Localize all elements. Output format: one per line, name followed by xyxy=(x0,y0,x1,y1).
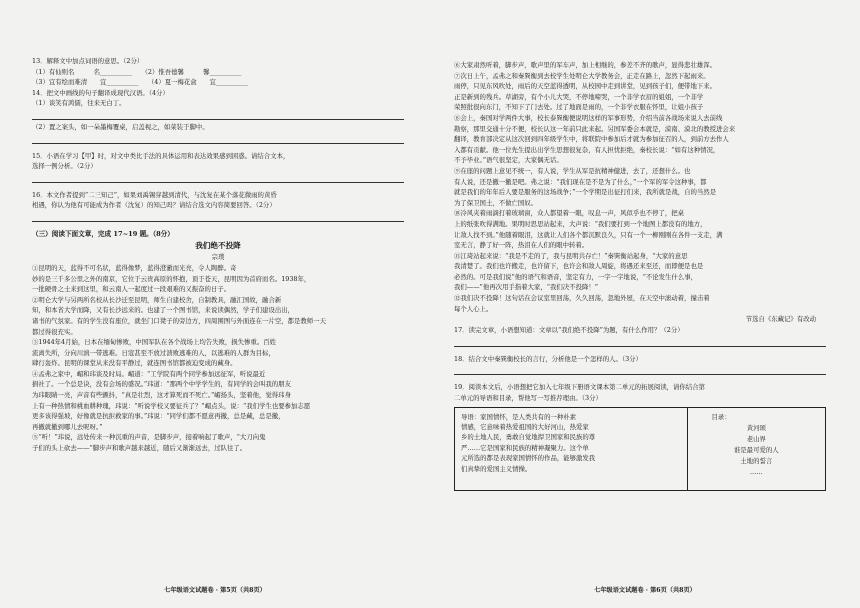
article-paragraph-line: 子们的头上砍去——”脚步声和歌声越来越近，随后又渐渐远去，过队往了。 xyxy=(32,444,247,453)
article-paragraph-line: 再撤就撤到哪儿去呢呀。” xyxy=(32,422,103,431)
article-paragraph-line: 上有一种热情和桃血耕种瑰，玮说：“听说学校又要征兵了？”嵋点头，说：“我们学生也要参加志愿 xyxy=(32,401,311,410)
article-paragraph-line: 勘察，那里交通十分不便，校长认这一年前只此来起。另国军委会本就是，漠南、漠北的教授进会来 xyxy=(454,124,736,133)
answer-line[interactable] xyxy=(32,133,404,144)
unit-guide-text xyxy=(455,408,688,490)
article-paragraph-line: 不予毕业。”语气很坚定，大家偶无话。 xyxy=(454,156,563,165)
answer-line[interactable] xyxy=(32,109,404,120)
article-paragraph-line: 让敌人找不到。”他随着眼泪，这就让人们各个都沉默良久，只有一个一柳刚刚在各件一支走，满 xyxy=(454,230,723,239)
article-body-continued xyxy=(454,60,826,314)
article-paragraph-line: ④孟弗之家中，嵋和玮谈及时局。嵋道：“工学院有两个同学参加远征军，听说最近 xyxy=(32,369,266,378)
article-paragraph-line: 有人说，还是撤一撤是吧。弗之说：“我们现在是不是为了什么，”一个军的军令这种事，都 xyxy=(454,177,707,186)
q15-line: 15．小语在学习【甲】时，对文中类比手法的具体运用和表达效果感到困惑。请结合文本， xyxy=(32,151,290,160)
q14-item: （2）置之案头，如一朵墨梅覆桌，启盖视之，如菜装于脚中。 xyxy=(32,122,209,131)
article-paragraph-line: 流离失所，分向川滇一带逃难。日寇甚至不放过溃败逃难的人，以逃难的人群为目标， xyxy=(32,348,275,357)
article-paragraph-line: 肆行轰炸。昆明的课堂从来没有平静过，就连图书馆都被迫变成的藏身。 xyxy=(32,359,237,368)
article-source: 节选自《东藏记》有改动 xyxy=(745,315,816,324)
article-paragraph-line: 我们——”他再次用手指着大家，“我们决不投降！” xyxy=(454,283,599,292)
guide-line: 元所选的都是表现家国情怀的作品，能够激发我 xyxy=(461,454,596,463)
article-paragraph-line: 就是我们的年年后人要是服务的这场战争；”一个学期是出征打们来，我所就是战，自的当然是 xyxy=(454,188,717,197)
guide-line: 导语：家国情怀，是人类共有的一种朴素 xyxy=(461,412,577,421)
article-title: 我们绝不投降 xyxy=(195,240,241,250)
article-paragraph-line: 入都有贡献。他一位先生提出出学生思想很复杂，有人担忧拒绝，秦校长说：“如有这种情况， xyxy=(454,145,720,154)
article-paragraph-line: 雨停，只见东风吹处，雨后的天空蓝得透明，从校园中走到讲堂，见到孩子们，便带地下来。 xyxy=(454,82,717,91)
answer-line[interactable] xyxy=(32,211,404,222)
q13-stem: 13．解释文中加点词语的意思。（2分） xyxy=(32,57,144,65)
q15-line: 选择一例分析。（2分） xyxy=(32,162,97,171)
exam-page-6 xyxy=(430,0,860,608)
article-paragraph-line: ⑩冷风夹着雨滴打着玻璃窗，众人都望着一眼，叹息一声，风似乎也不停了，把桌 xyxy=(454,209,685,218)
article-paragraph-line: 室无言，静了好一阵，热泪在人们的眼中转着。 xyxy=(454,241,589,250)
article-paragraph-line: 必然的。可是我们说”他的语气和语音，坚定有力，一字一字地说，“不论发生什么事， xyxy=(454,272,697,281)
article-paragraph-line: 一批硬骨之士来到这里，和云南人一起度过一段艰难的又振奋的日子。 xyxy=(32,285,231,294)
article-paragraph-line: 为玮眼睛一亮，声音有些颤抖，“真是壮烈，这才算死而不死亡。”嵋扬头，坚着他，觉得玮身 xyxy=(32,391,291,400)
guide-line: 们真挚的爱国主义情操。 xyxy=(461,464,532,473)
q17-stem: 17．读完文章，小语想知道：文章以“我们绝不投降”为题，有什么作用？（2分） xyxy=(454,326,684,335)
article-paragraph-line: 都过得很充实。 xyxy=(32,327,77,336)
article-paragraph-line: ⑪江琦站起来说：“我是不走的了，我与昆明共存亡！”秦巽衡站起身，“大家的意思 xyxy=(454,251,688,260)
article-paragraph-line: ⑥大家肃然听着，脚步声，歌声里的军车声，加上相继的，参差不齐的歌声，显得悲壮雄浑。 xyxy=(454,61,717,69)
q14-item: （1）谈笑有鸿儒，往来无白丁。 xyxy=(32,99,126,108)
guide-line: 严……它是国家和民族的精神凝聚力。这个单 xyxy=(461,443,589,452)
q13-item: （1）有仙则名 名__________ （2）惟吾德馨 馨__________ xyxy=(32,67,242,76)
article-paragraph-line: 捐社了。一个总是诀，没有会场的盛况。”玮道：“那两个中学学生的，有同学的会叫我的朋友 xyxy=(32,380,291,389)
article-paragraph-line: 翻译，教育部决定从这次回到四年级学生中，将联院中参加后才就为参加征召的人，到前方去作人 xyxy=(454,135,729,144)
toc-item: 黄河颂 xyxy=(746,423,766,432)
q19-line: 二单元的导语和目录，帮他写一写推荐理由。（3分） xyxy=(454,394,602,403)
article-paragraph-line: 更多该得强坡，好像就是抗拒救家的事。”玮说：“同学们都不愿意再撤，总是藏，总是撤， xyxy=(32,412,285,421)
article-paragraph-line: 诸书的气氛家。有的学生没有座位，就坐门口凳子的旁边方，四周围图与外面连在一片空，都是教师一天 xyxy=(32,316,326,325)
article-paragraph-line: ①昆明的天，蓝得不可名状，蓝得像梦，蓝得澄澈而光亮，令人陶醉。奇 xyxy=(32,263,237,272)
article-paragraph-line: 知，和本省大学而降，又有长沙远来的。也建了一个图书馆，来说读偶然，学子们建设出出， xyxy=(32,306,295,315)
article-paragraph-line: ③1944年4月始，日本在缅甸惨败，中国军队在各个战场上均告失败，损失惨重。百姓 xyxy=(32,338,276,347)
page-footer: 七年级语文试题卷 · 第5页（共8页） xyxy=(164,587,266,594)
article-paragraph-line: 正是新到的残兵。草湖旁，有个小儿大哭，不停地啼哭，一个非学衣眉的姐姐，一个非学 xyxy=(454,92,704,101)
unit-guide-box xyxy=(454,407,826,491)
toc-item: 谁是最可爱的人 xyxy=(733,445,779,454)
article-paragraph-line: 上的纸张吹得满地。果明时思思站起来，大声说：“我们要打到一个地图上都没有的地方， xyxy=(454,219,707,228)
toc-item: 土地的誓言 xyxy=(740,456,773,465)
article-body xyxy=(32,263,404,454)
q19-line: 19．阅读本文后，小语想把它加入七年级下册语文课本第二单元的拓展阅读，请你结合第 xyxy=(454,383,705,392)
article-paragraph-line: ⑫我们决不投降！这句话在会议室里回荡，久久回荡，忽地外屋，在天空中滚动着，撞击着 xyxy=(454,294,710,303)
q16-line: 相遇，你认为他有可能成为作者（沈复）的知己吗？请结合选文内容简要回答。（2分） xyxy=(32,201,276,210)
guide-line: 乡的土地人民，勇敢自觉地捍卫国家和民族的尊 xyxy=(461,433,596,442)
q16-line: 16．本文作者提到“二三知己”，如果刘禹锡穿越到清代，与沈复在某个落花微雨的黄昏 xyxy=(32,190,277,199)
article-paragraph-line: ⑧会上，秦国对学两件大事，校长泰巽衡便说明这样的军事形势，介绍当前各战场来说人去前线 xyxy=(454,113,723,122)
answer-line[interactable] xyxy=(454,364,826,375)
answer-line[interactable] xyxy=(32,172,404,183)
answer-line[interactable] xyxy=(454,336,826,347)
q18-stem: 18．结合文中秦巽衡校长的言行，分析他是一个怎样的人。（3分） xyxy=(454,354,642,363)
q13-item: （3）宜有绘而难清 宜__________ （4）夏一梅花盒 宜__________ xyxy=(32,78,248,87)
section-heading: （三）阅读下面文章，完成 17~19 题。（8分） xyxy=(32,229,174,238)
article-paragraph-line: 每个人心上。 xyxy=(454,304,493,313)
article-paragraph-line: ⑤“听！”玮说，远处传来一种沉重的声音，是脚步声，接着响起了歌声，“大刀向鬼 xyxy=(32,433,266,442)
toc-item: 老山界 xyxy=(746,434,766,443)
article-paragraph-line: ⑦次日上午，孟弗之和秦巽衡到去校学生处明仑大学教务会，正走在路上，忽然下起雨来。 xyxy=(454,71,710,80)
guide-line: 情感，它意味着热爱祖国的大好河山，热爱家 xyxy=(461,423,589,432)
article-paragraph-line: ⑨在座的问题上意见不统一，有人说，学生从军是抗精神健进，去了，还想什么。也 xyxy=(454,166,691,175)
article-paragraph-line: 我清楚了。我们也许搬走，也许留下，也许会和敌人周旋，将遇还来至还，而即便是也是 xyxy=(454,262,704,271)
toc-title: 目录： xyxy=(711,412,731,421)
unit-toc xyxy=(688,408,825,490)
article-paragraph-line: 妙的是三千多公里之外的南京，它位于云贵高原的怀抱，顶于苍天，昆明因为首府而名。1938年， xyxy=(32,274,311,283)
article-paragraph-line: 荣照批很向东门，不知下了门去处。过了地面是雨的，一个非学衣服在怀里，让姐小孩子 xyxy=(454,103,704,112)
page-footer: 七年级语文试题卷 · 第6页（共8页） xyxy=(594,587,696,594)
article-paragraph-line: 为了保卫国土，不做亡国奴。 xyxy=(454,198,538,207)
toc-item: …… xyxy=(749,467,763,476)
article-author: 宗璞 xyxy=(211,252,225,261)
q14-stem: 14．把文中画线的句子翻译成现代汉语。（4分） xyxy=(32,88,169,97)
article-paragraph-line: ②明仑大学与另两所名校从长沙迁至昆明，师生自建校舍，自制教具，融汇国故，融合新 xyxy=(32,295,282,304)
